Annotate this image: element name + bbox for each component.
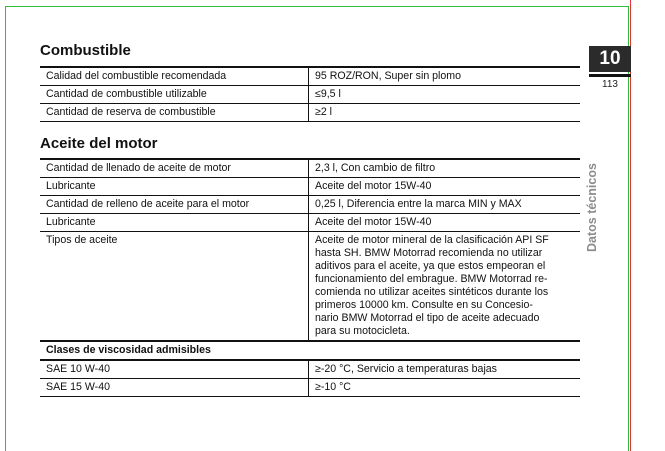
table-row	[40, 159, 580, 178]
table-row	[40, 104, 580, 122]
row-value: 2,3 l, Con cambio de filtro	[315, 162, 436, 174]
row-label: SAE 15 W-40	[40, 379, 309, 397]
row-value: 0,25 l, Diferencia entre la marca MIN y MAX	[315, 198, 522, 210]
row-value: ≥-10 °C	[315, 381, 351, 393]
row-label: Lubricante	[40, 178, 309, 196]
row-value: ≤9,5 l	[315, 88, 341, 100]
viscosity-header: Clases de viscosidad admisibles	[46, 344, 211, 356]
row-label: Tipos de aceite	[40, 232, 309, 342]
section-title-aceite: Aceite del motor	[40, 135, 158, 152]
table-row	[40, 214, 580, 232]
chapter-tab	[589, 46, 631, 90]
table-row	[40, 379, 580, 397]
combustible-table	[40, 66, 580, 122]
row-value: 95 ROZ/RON, Super sin plomo	[315, 70, 462, 82]
row-label: SAE 10 W-40	[40, 360, 309, 379]
row-value: Aceite de motor mineral de la clasificación API SF hasta SH. BMW Motorrad recomienda no utilizar aditivos para el aceite, ya que estos empeoran el funcionamiento del embrague. BMW Motorrad re- comienda no utilizar aceites sintéticos durante los primeros 10000 km. Consulte en su Concesio- nario BMW Motorrad el tipo de aceite adecuado para su motocicleta.	[315, 234, 549, 337]
page-number: 113	[602, 79, 618, 90]
aceite-table	[40, 158, 580, 397]
table-row	[40, 360, 580, 379]
row-value: Aceite del motor 15W-40	[315, 180, 432, 192]
row-label: Cantidad de reserva de combustible	[40, 104, 309, 122]
row-label: Cantidad de relleno de aceite para el motor	[40, 196, 309, 214]
section-title-combustible: Combustible	[40, 42, 131, 59]
chapter-side-label: Datos técnicos	[585, 163, 599, 252]
row-label: Cantidad de llenado de aceite de motor	[40, 159, 309, 178]
table-row	[40, 232, 580, 342]
row-value: ≥-20 °C, Servicio a temperaturas bajas	[315, 363, 497, 375]
row-label: Cantidad de combustible utilizable	[40, 86, 309, 104]
table-row	[40, 67, 580, 86]
row-label: Calidad del combustible recomendada	[40, 67, 309, 86]
table-row	[40, 196, 580, 214]
row-value: ≥2 l	[315, 106, 333, 118]
row-label: Lubricante	[40, 214, 309, 232]
table-row	[40, 86, 580, 104]
chapter-divider	[589, 74, 631, 77]
viscosity-header-row	[40, 341, 580, 360]
row-value: Aceite del motor 15W-40	[315, 216, 432, 228]
table-row	[40, 178, 580, 196]
chapter-number: 10	[589, 46, 631, 72]
